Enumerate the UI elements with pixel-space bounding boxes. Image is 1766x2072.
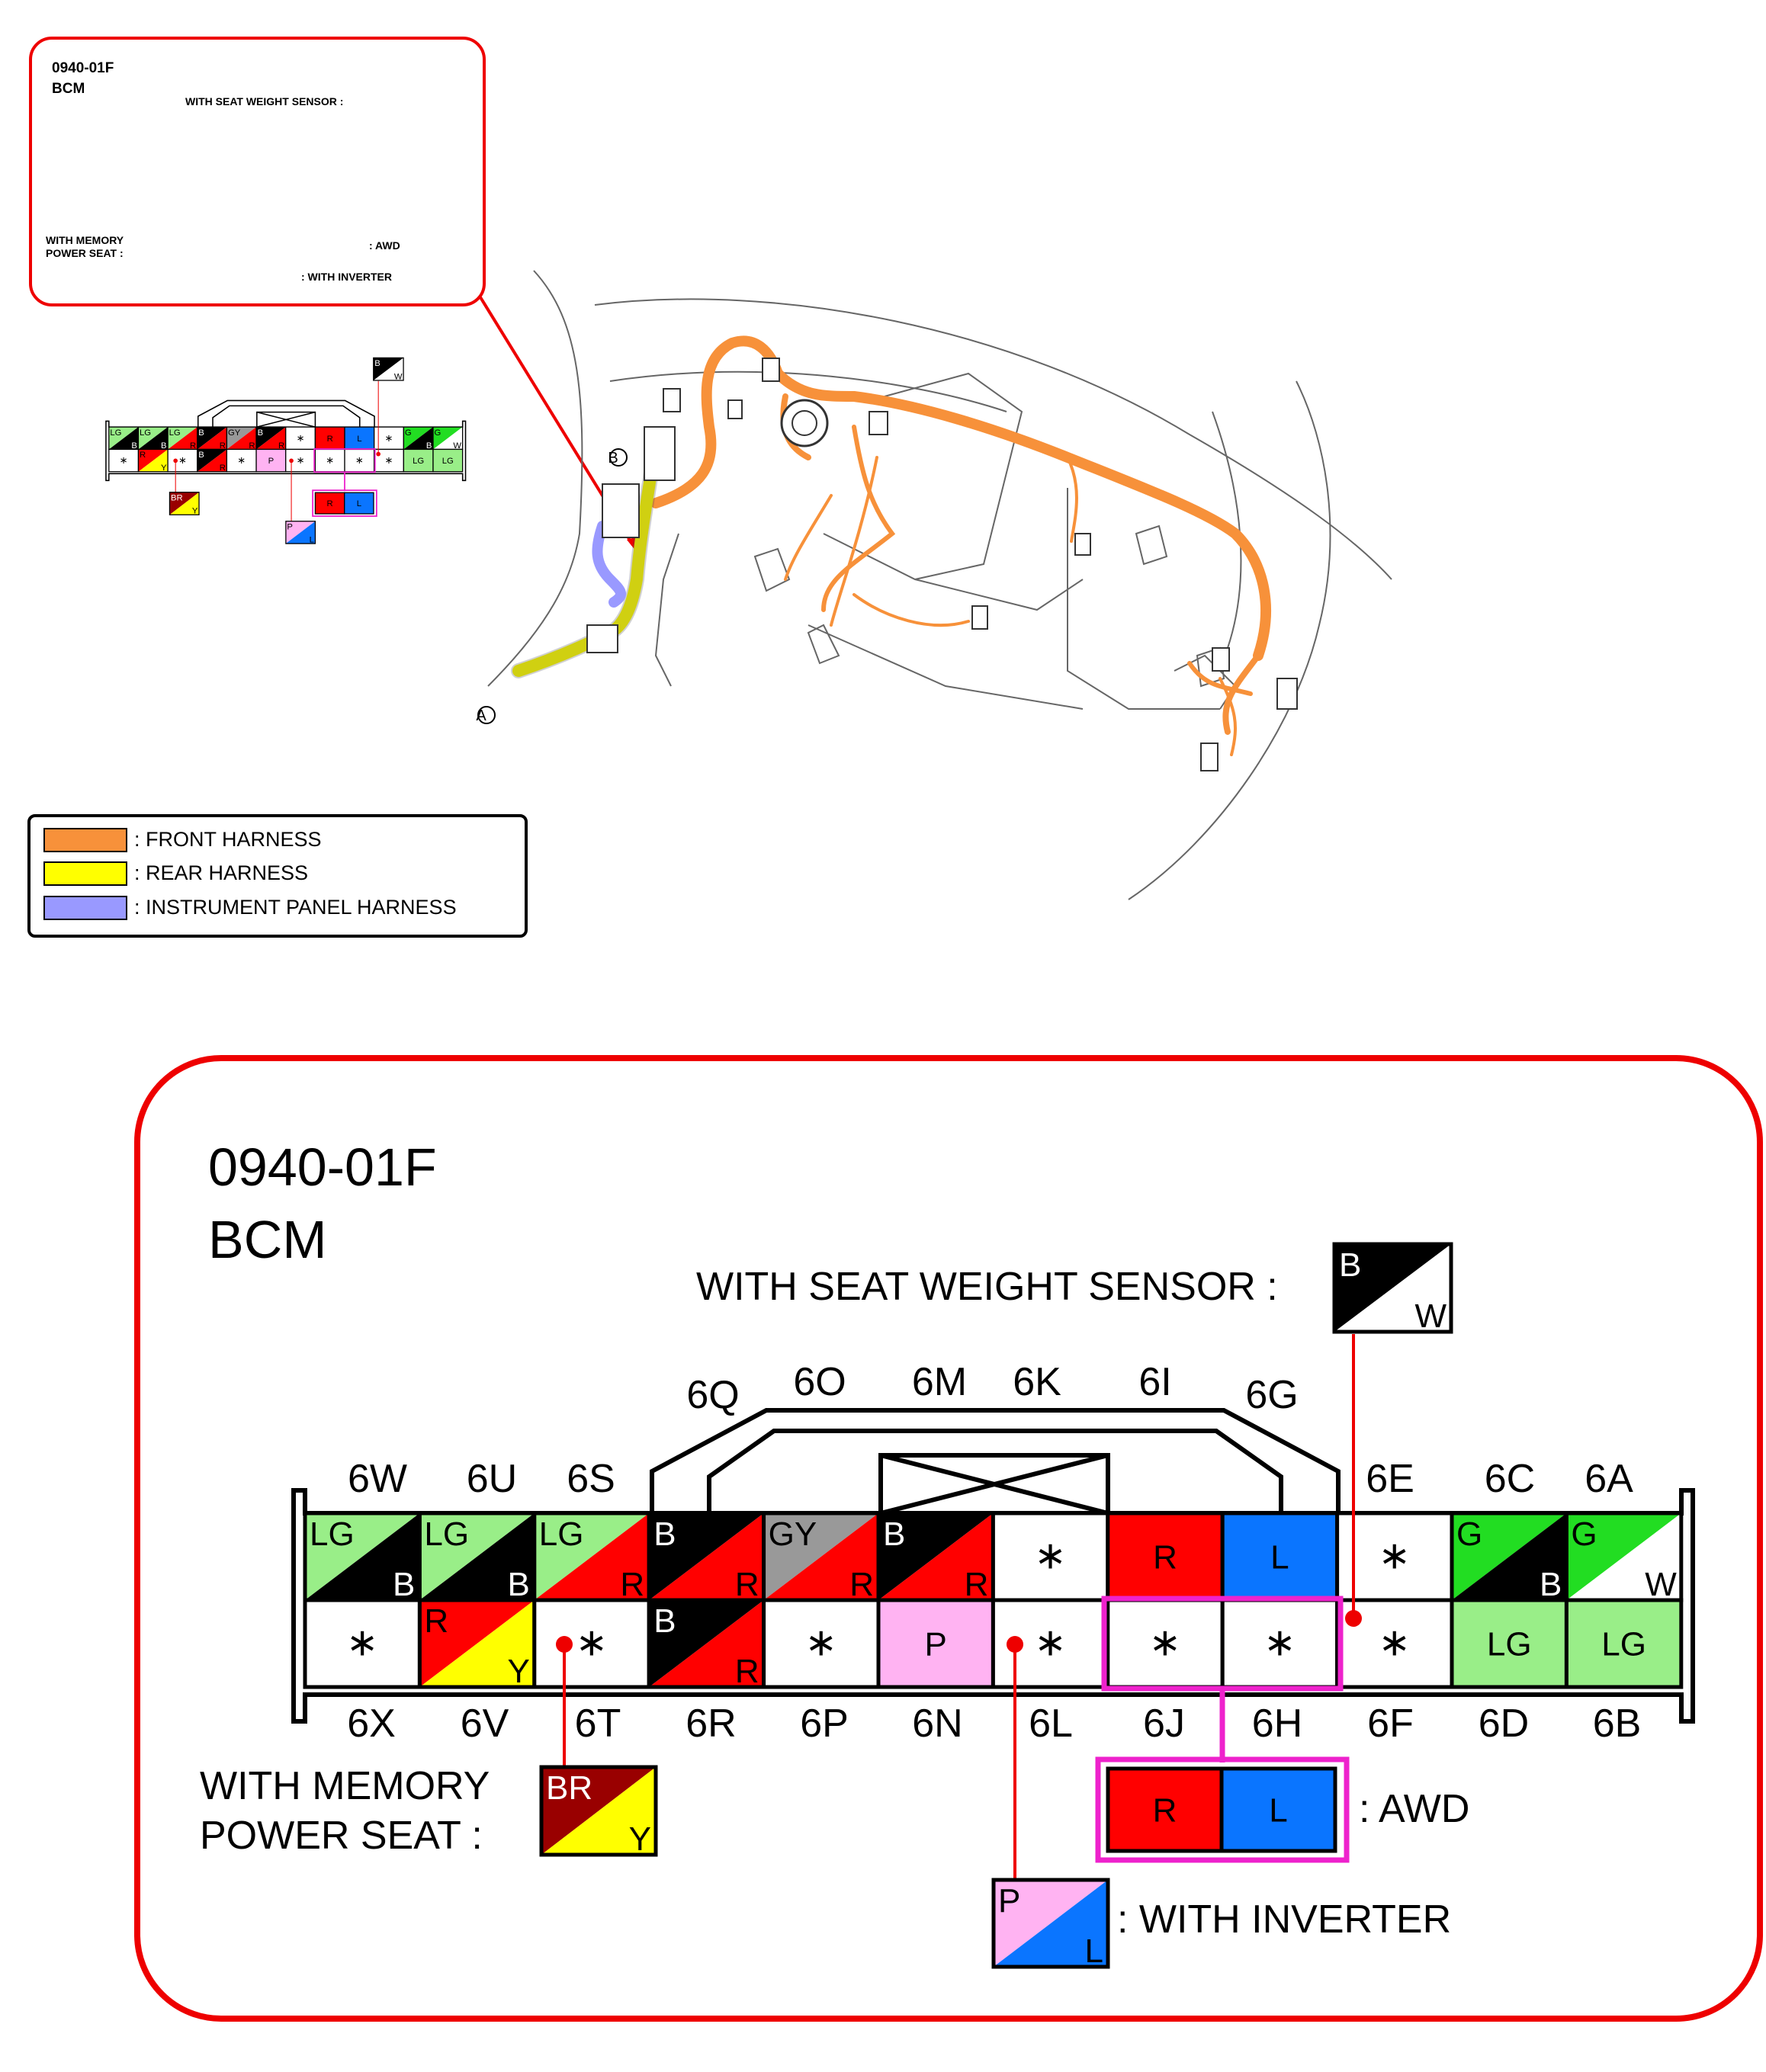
pin-label-6a: 6A [1585,1457,1633,1501]
inset-awd-label: : AWD [369,239,400,252]
pin-label-6f: 6F [1367,1702,1414,1746]
memory-seat-line1: WITH MEMORY [200,1764,490,1808]
awd-alt-6j [315,492,344,514]
pin-label-6p: 6P [800,1702,849,1746]
connector-name: BCM [208,1210,327,1269]
inset-connector-name: BCM [52,81,85,97]
inset-connector-code: 0940-01F [52,60,114,76]
wire-color-primary: P [998,1881,1021,1920]
wire-color: R [326,499,333,509]
pin-label-6b: 6B [1592,1702,1642,1746]
wire-color-primary: B [374,359,380,369]
marker-a: A [476,707,486,724]
pin-label-6l: 6L [1029,1702,1073,1746]
wire-color-secondary: W [393,372,403,382]
inverter-label: : WITH INVERTER [1117,1897,1452,1942]
wire-color-primary: B [1339,1246,1362,1284]
inset-inverter-label: : WITH INVERTER [301,271,392,283]
wire-color-secondary: L [1084,1932,1103,1970]
pin-label-6k: 6K [1013,1360,1061,1404]
awd-alt-6j [1108,1769,1222,1851]
legend-rear-label: : REAR HARNESS [134,861,309,884]
front-harness-route [656,341,1266,755]
pin-label-6r: 6R [686,1702,737,1746]
pin-label-6q: 6Q [686,1373,740,1417]
awd-alt-6h [345,492,374,514]
legend-front-label: : FRONT HARNESS [134,828,322,851]
steering-column [782,400,827,446]
seat-weight-alt [1334,1244,1451,1335]
pin-label-6u: 6U [466,1457,518,1501]
seat-weight-alt [374,358,403,381]
wire-color-secondary: L [309,535,314,545]
pin-label-6t: 6T [574,1702,621,1746]
wire-color: R [1152,1791,1177,1830]
legend-swatch-ip [44,896,127,919]
wire-color-secondary: Y [628,1820,651,1858]
vehicle-body-outline [488,271,1392,900]
inset-memory-line1: WITH MEMORY [46,234,124,246]
wire-color-primary: BR [546,1769,593,1807]
wire-color-secondary: Y [191,506,198,516]
wire-color-primary: BR [171,493,183,503]
inverter-alt [286,521,316,545]
connector-code: 0940-01F [208,1137,437,1197]
pin-label-6n: 6N [912,1702,963,1746]
pin-label-6v: 6V [460,1702,509,1746]
pin-label-6o: 6O [793,1360,846,1404]
pin-label-6m: 6M [911,1360,968,1404]
pin-label-6g: 6G [1245,1373,1299,1417]
pin-label-6s: 6S [567,1457,615,1501]
inset-connector-miniature [106,400,466,480]
pin-label-6j: 6J [1143,1702,1185,1746]
inset-frame [31,38,484,305]
pin-label-6w: 6W [348,1457,407,1501]
memory-seat-alt [541,1767,656,1858]
pin-label-6x: 6X [347,1702,396,1746]
inset-memory-line2: POWER SEAT : [46,247,124,259]
pin-label-6d: 6D [1478,1702,1530,1746]
legend-ip-label: : INSTRUMENT PANEL HARNESS [134,896,457,919]
pin-label-6c: 6C [1484,1457,1536,1501]
pin-label-6h: 6H [1251,1702,1303,1746]
awd-alt-6h [1222,1769,1335,1851]
memory-seat-line2: POWER SEAT : [200,1814,483,1858]
wire-color-primary: P [287,522,293,532]
wire-color: L [1269,1791,1288,1830]
marker-b: B [608,450,618,467]
seat-weight-label: WITH SEAT WEIGHT SENSOR : [696,1265,1278,1309]
pin-label-6i: 6I [1138,1360,1172,1404]
memory-seat-alt [169,492,199,516]
inverter-alt [994,1880,1108,1970]
awd-label: : AWD [1359,1787,1470,1831]
wire-color: L [356,499,362,509]
legend-swatch-front [44,829,127,852]
wire-color-secondary: W [1414,1297,1447,1335]
inset-seat-weight-label: WITH SEAT WEIGHT SENSOR : [185,95,344,107]
pin-label-6e: 6E [1366,1457,1414,1501]
legend-swatch-rear [44,862,127,885]
